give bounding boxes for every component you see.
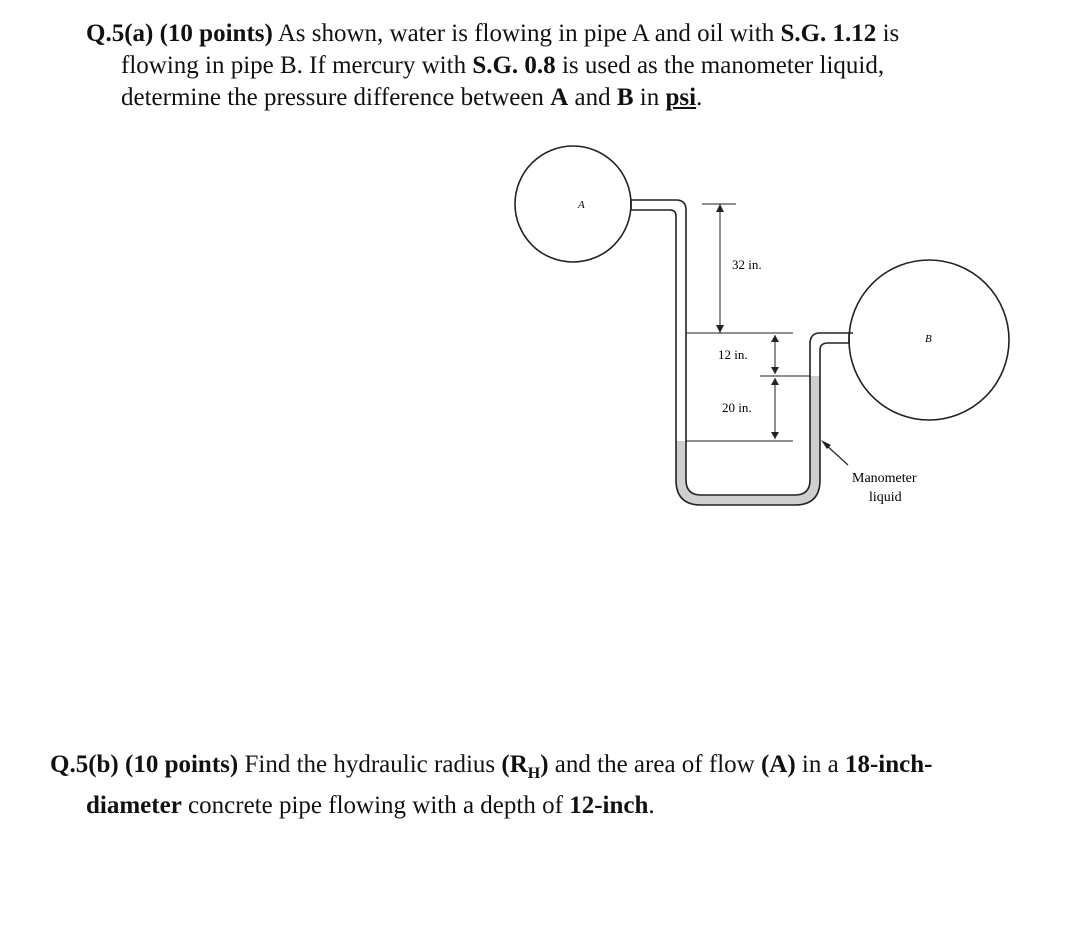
pipe-a <box>515 146 631 262</box>
manometer-liquid-right <box>810 376 820 481</box>
point-b-label: B <box>616 84 634 111</box>
hydraulic-radius-symbol: $(R_H)$ <box>501 751 549 782</box>
pipe-b-label: B <box>925 333 932 345</box>
question-5a-and: and <box>574 84 611 111</box>
question-5a-text-2: is <box>882 20 900 47</box>
dim-12-label: 12 in. <box>718 347 748 362</box>
question-5b-line-2 <box>50 790 1030 822</box>
manometer-label-1: Manometer <box>852 471 917 486</box>
question-5b-text-3: in a <box>801 751 839 778</box>
point-a-label: A <box>550 84 569 111</box>
question-5a-period: . <box>696 84 703 111</box>
question-5b-text-1: Find the hydraulic radius <box>244 751 496 778</box>
question-5b-label: Q.5(b) <box>50 751 119 778</box>
question-5b-text-2: and the area of flow <box>554 751 755 778</box>
manometer-figure <box>500 128 1040 538</box>
pipe-size-2: diameter <box>86 792 182 819</box>
question-5a-text-3: flowing in pipe B. If mercury with <box>121 52 467 79</box>
unit-psi: psi <box>665 84 697 111</box>
area-symbol: (A) <box>760 751 796 778</box>
question-5a-line-3 <box>86 82 1024 114</box>
question-5a-line-2 <box>86 50 1024 82</box>
pipe-a-label: A <box>578 199 585 211</box>
question-5a-text-4: is used as the manometer liquid, <box>561 52 885 79</box>
manometer-liquid-left <box>676 441 686 481</box>
mercury-specific-gravity: S.G. 0.8 <box>472 52 556 79</box>
dim-20-label: 20 in. <box>722 400 752 415</box>
question-5a-in: in <box>639 84 660 111</box>
flow-depth: 12-inch <box>569 792 649 819</box>
question-5a-label: Q.5(a) <box>86 20 154 47</box>
question-5a <box>86 18 1024 114</box>
question-5b-period: . <box>648 792 655 819</box>
question-5b-points: (10 points) <box>125 751 239 778</box>
question-5b-text-4: concrete pipe flowing with a depth of <box>188 792 563 819</box>
manometer-label-2: liquid <box>869 490 902 505</box>
manometer-diagram <box>500 128 1040 538</box>
question-5a-text-5: determine the pressure difference between <box>121 84 544 111</box>
pipe-size-1: 18-inch- <box>844 751 933 778</box>
dim-32-label: 32 in. <box>732 257 762 272</box>
question-5b <box>50 749 1030 822</box>
question-5a-text-1: As shown, water is flowing in pipe A and oil with <box>277 20 775 47</box>
oil-specific-gravity: S.G. 1.12 <box>780 20 877 47</box>
question-5a-points: (10 points) <box>159 20 273 47</box>
